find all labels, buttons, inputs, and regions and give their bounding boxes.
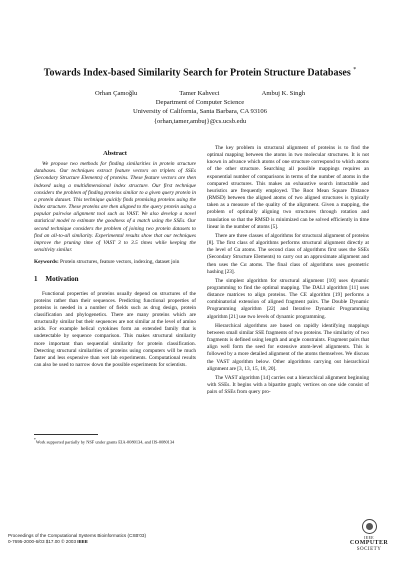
- university: University of California, Santa Barbara, CA 93106: [132, 108, 268, 116]
- footer-ieee: IEEE: [77, 539, 88, 544]
- section-title: Motivation: [45, 275, 79, 284]
- page-footer: [8, 533, 146, 545]
- logo-line-3: SOCIETY: [356, 546, 382, 552]
- author-3: Ambuj K. Singh: [261, 90, 306, 97]
- keywords-label: Keywords:: [34, 259, 59, 266]
- section-number: 1: [34, 275, 38, 284]
- email: {orhan,tamer,ambuj}@cs.ucsb.edu: [153, 117, 247, 125]
- abstract-text: We propose two methods for finding similarities in protein structure databases. Our techniques extract feature vectors on triplets of SSEs (Secondary Structure Elements) of proteins. These feature vectors are then indexed using a multidimensional index structure. Our first technique considers the problem of finding proteins similar to a given query protein in a protein dataset. This technique quickly finds promising proteins using the index structure. These proteins are then aligned to the query protein using a popular pairwise alignment tool such as VAST. We also develop a novel statistical model to estimate the goodness of a match using the SSEs. Our second technique considers the problem of joining two protein datasets to find an all-to-all similarity. Experimental results show that our techniques improve the pruning time of VAST 3 to 3.5 times while keeping the sensitivity similar.: [34, 161, 196, 254]
- right-paragraph-4: Hierarchical algorithms are based on rapidly identifying mappings between small similar SSE fragments of two proteins. The similarity of two fragments is defined using length and angle constraints. Fragment pairs that align well form the seed for extensive atom-level alignments. This is followed by a more detailed alignment of the atoms themselves. We discuss the VAST algorithm below. Other algorithms carrying out hierarchical alignment are [3, 13, 15, 18, 20].: [207, 322, 369, 372]
- footer-isbn-text: 0-7695-2000-6/03 $17.00 © 2003: [8, 539, 77, 544]
- society-seal-icon: [362, 519, 377, 534]
- right-column: [207, 145, 369, 396]
- footnote-rule: [34, 434, 98, 435]
- right-paragraph-1: The key problem in structural alignment of proteins is to find the optimal mapping between the atoms in two molecular structures. It is not known in advance which atoms of one structure correspond to which atoms of the other structure. Searching all possible mappings requires an exponential number of comparisons in terms of the number of atoms in the compared structures. This makes an exhaustive search intractable and heuristics are frequently employed. The Root Mean Square Distance (RMSD) between the aligned atoms of two aligned structures is typically taken as a measure of the quality of the alignment. Given a mapping, the problem of optimally aligning two structures through rotation and translation so that the RMSD is minimized can be solved efficiently in time linear in the number of atoms [5].: [207, 145, 369, 230]
- footer-isbn: [8, 539, 146, 545]
- footnote-mark: *: [34, 438, 36, 442]
- footer-proceedings: Proceedings of the Computational Systems Bioinformatics (CSB'03): [8, 533, 146, 538]
- keywords-text: Protein structures, feature vectors, indexing, dataset join: [60, 259, 180, 266]
- paper-title: [0, 67, 400, 78]
- computer-society-logo: [346, 519, 392, 552]
- department: Department of Computer Science: [155, 99, 245, 107]
- title-footnote-mark: *: [353, 67, 357, 73]
- author-2: Tamer Kahveci: [179, 90, 220, 97]
- paper-title-text: Towards Index-based Similarity Search for Protein Structure Databases: [43, 67, 351, 79]
- abstract-heading: Abstract: [103, 150, 127, 157]
- section1-paragraph: Functional properties of proteins usually depend on structures of the proteins rather than their sequences. Predicting functional properties of proteins is needed in a number of fields such as drug design, protein classification and phylogenetics. There are many proteins which are structurally similar but their sequences are not similar at the level of amino acids. For example helical cytokines form an extended family that is undetectable by sequence comparison. This makes structural similarity more important than sequential similarity for protein classification. Detecting structural similarities of proteins using computers will be much faster and less expensive than wet lab experiments. Computational results can also be used to narrow down the possible experiments for scientists.: [34, 290, 196, 369]
- author-1: Orhan Çamoğlu: [94, 90, 138, 97]
- right-paragraph-2: There are three classes of algorithms for structural alignment of proteins [8]. The first class of algorithms performs structural alignment directly at the level of Cα atoms. The second class of algorithms first uses the SSEs (Secondary Structure Elements) to carry out an approximate alignment and then uses the Cα atoms. The final class of algorithms uses geometric hashing [23].: [207, 232, 369, 275]
- keywords: [34, 259, 196, 266]
- right-paragraph-5: The VAST algorithm [14] carries out a hierarchical alignment beginning with SSEs. It begins with a bipartite graph; vertices on one side consist of pairs of SSEs from query pro-: [207, 374, 369, 396]
- footnote-text: Work supported partially by NSF under grants EIA-0080134, and IIS-0080134: [35, 439, 175, 445]
- right-paragraph-3: The simplest algorithm for structural alignment [10] uses dynamic programming to find the optimal mapping. The DALI algorithm [11] uses distance matrices to align proteins. The CE algorithm [19] performs a combinatorial extension of aligned fragment pairs. The Double Dynamic Programming algorithm [22] and Iterative Dynamic Programming algorithm [21] use two levels of dynamic programming.: [207, 277, 369, 320]
- author-names: [0, 89, 400, 98]
- footnote: [34, 438, 196, 445]
- logo-line-1: IEEE: [364, 535, 374, 540]
- section-heading: [34, 276, 196, 283]
- left-column: [34, 150, 196, 370]
- logo-line-2: COMPUTER: [349, 540, 389, 546]
- author-block: [0, 89, 400, 126]
